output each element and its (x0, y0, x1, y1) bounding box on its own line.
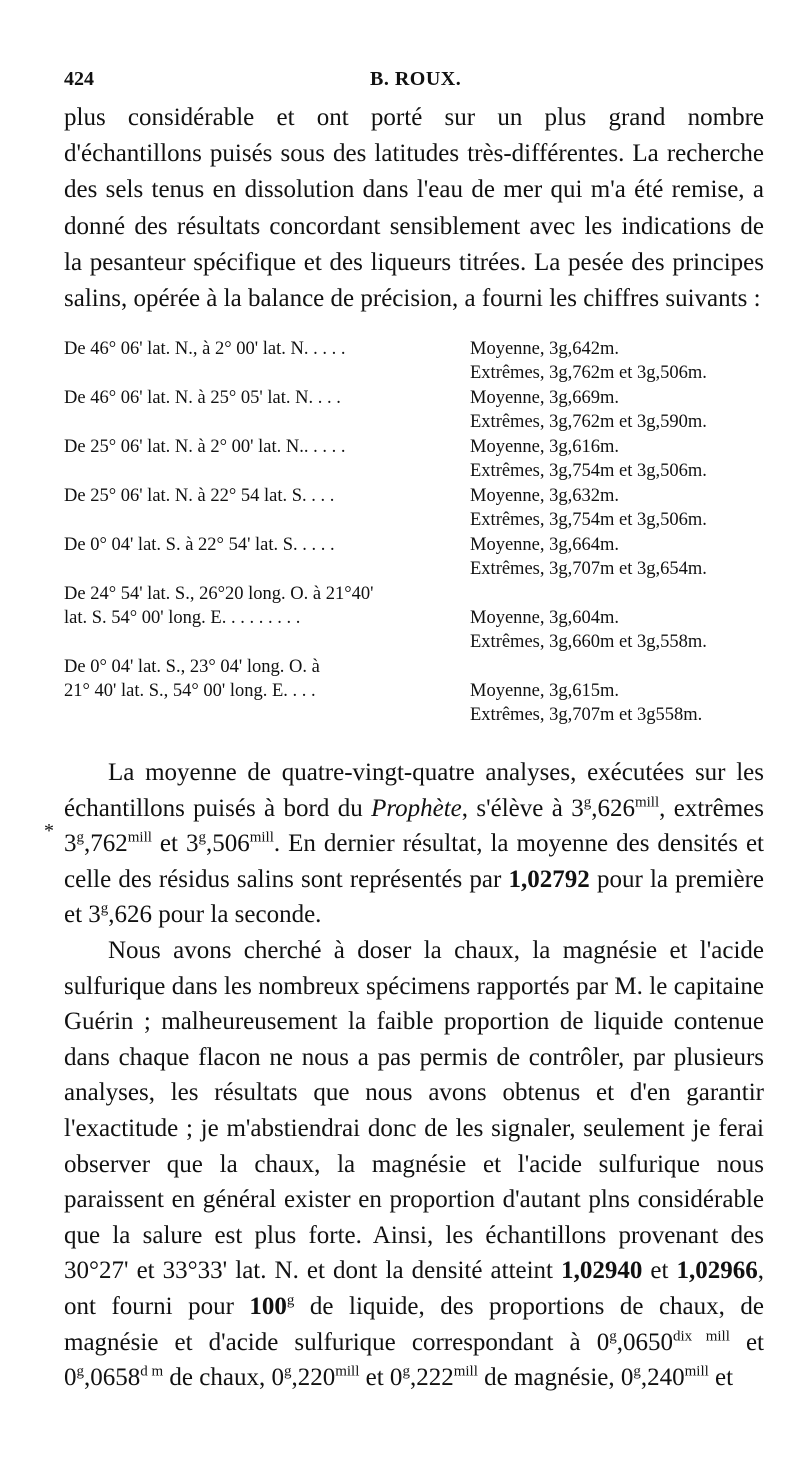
row-average: Moyenne, 3g,664m. (470, 535, 620, 555)
unit-sup: mill (453, 1363, 478, 1380)
table-row (64, 386, 768, 434)
text-run: Nous avons cherché à doser la chaux, la magnésie et l'acide sulfurique dans les nombreux spécimens rapportés par M. le capitaine Guérin ; malheureusement la faible proportion de liquide contenue dans chaque flacon ne nous a pas permis de contrôler, par plusieurs analyses, les résultats que nous avons obtenus et d'en garantir l'exactitude ; je m'abstiendrai donc de les signaler, seulement je ferai observer que la chaux, la magnésie et l'acide sulfurique nous paraissent en général exister en proportion d'autant plns considérable que la salure est plus forte. Ainsi, les échantillons provenant des 30°27' et 33°33' lat. N. et dont la densité atteint (64, 936, 764, 1285)
text-run: , s'élève à 3 (461, 794, 584, 822)
row-extremes: Extrêmes, 3g,707m et 3g,654m. (470, 559, 707, 579)
row-extremes: Extrêmes, 3g,762m et 3g,590m. (470, 412, 707, 432)
row-average: Moyenne, 3g,642m. (470, 339, 620, 359)
density-value: 1,02940 (561, 1257, 643, 1285)
unit-sup: g (583, 794, 592, 811)
row-location-line: De 24° 54' lat. S., 26°20 long. O. à 21°40' (64, 584, 374, 604)
unit-sup: mill (634, 794, 660, 811)
text-run: ,762 (84, 830, 128, 858)
unit-sup: mill (335, 1363, 360, 1380)
unit-sup: g (76, 1363, 84, 1380)
row-location-line: 21° 40' lat. S., 54° 00' long. E. . . . (64, 681, 316, 701)
text-run: ,0650 (616, 1328, 673, 1356)
table-row (64, 435, 768, 483)
paragraph-chemical-analysis (64, 933, 764, 1396)
unit-sup: g (609, 1328, 617, 1345)
row-location-line: De 0° 04' lat. S., 23° 04' long. O. à (64, 657, 320, 677)
unit-sup: d m (140, 1363, 164, 1380)
text-run: de liquide, des proportions de chaux, de magnésie et d'acide sulfurique correspondant à 0 (64, 1292, 764, 1356)
text-run: et (708, 1364, 734, 1392)
row-location-line: lat. S. 54° 00' long. E. . . . . . . . . (64, 608, 301, 628)
text-run: pour la première et 3 (64, 865, 764, 929)
text-run: , ont fourni pour (64, 1257, 765, 1320)
text-run: La moyenne de quatre-vingt-quatre analyses, exécutées sur les échantillons puisés à bord du (64, 759, 764, 822)
unit-sup: dix mill (672, 1328, 730, 1345)
quantity-value: 100 (249, 1292, 287, 1320)
row-location: De 46° 06' lat. N. à 25° 05' lat. N. . . . (64, 388, 341, 408)
text-run: et 0 (359, 1364, 403, 1392)
table-row (64, 533, 768, 581)
density-value: 1,02792 (508, 865, 590, 893)
margin-mark: * (44, 820, 54, 842)
table-row (64, 655, 768, 727)
text-run: et 0 (64, 1328, 764, 1392)
text-run: et (642, 1257, 677, 1285)
page-number: 424 (64, 68, 94, 90)
ship-name: Prophète (371, 794, 462, 822)
text-run: et 3 (151, 830, 199, 858)
text-run: . En dernier résultat, la moyenne des densités et celle des résidus salins sont représentés par (64, 830, 765, 893)
table-row (64, 337, 768, 385)
text-run: ,626 pour la seconde. (108, 901, 322, 929)
row-location: De 46° 06' lat. N., à 2° 00' lat. N. . . . . (64, 339, 346, 359)
text-run: ,222 (409, 1364, 454, 1392)
unit-sup: g (286, 1292, 295, 1309)
row-average: Moyenne, 3g,615m. (470, 681, 620, 701)
running-author: B. ROUX. (370, 68, 462, 90)
row-extremes: Extrêmes, 3g,754m et 3g,506m. (470, 510, 707, 530)
body-text (64, 755, 764, 1396)
row-location: De 0° 04' lat. S. à 22° 54' lat. S. . . . . (64, 535, 335, 555)
text-run: , extrêmes 3 (64, 794, 764, 858)
paragraph-average-results (64, 755, 764, 933)
row-average: Moyenne, 3g,604m. (470, 608, 620, 628)
text-run: ,506 (205, 830, 250, 858)
unit-sup: mill (127, 829, 152, 846)
table-row (64, 582, 768, 654)
salinity-table (64, 337, 768, 728)
row-extremes: Extrêmes, 3g,762m et 3g,506m. (470, 363, 707, 383)
text-run: ,626 (591, 794, 635, 822)
unit-sup: g (198, 829, 206, 846)
row-location: De 25° 06' lat. N. à 22° 54 lat. S. . . . (64, 486, 335, 506)
row-extremes: Extrêmes, 3g,707m et 3g558m. (470, 705, 703, 725)
text-run: ,220 (291, 1364, 336, 1392)
row-extremes: Extrêmes, 3g,660m et 3g,558m. (470, 632, 707, 652)
text-run: ,0658 (84, 1364, 141, 1392)
row-extremes: Extrêmes, 3g,754m et 3g,506m. (470, 461, 707, 481)
unit-sup: g (76, 829, 84, 846)
row-average: Moyenne, 3g,632m. (470, 486, 620, 506)
unit-sup: g (633, 1363, 641, 1380)
text-run: de magnésie, 0 (477, 1364, 634, 1392)
running-head (64, 68, 764, 96)
unit-sup: g (283, 1363, 292, 1380)
unit-sup: mill (249, 829, 274, 846)
table-row (64, 484, 768, 532)
unit-sup: mill (684, 1363, 709, 1380)
row-average: Moyenne, 3g,616m. (470, 437, 620, 457)
unit-sup: g (100, 901, 109, 918)
row-average: Moyenne, 3g,669m. (470, 388, 620, 408)
density-value: 1,02966 (676, 1257, 758, 1285)
text-run: de chaux, 0 (163, 1364, 284, 1392)
text-run: ,240 (640, 1364, 685, 1392)
row-location: De 25° 06' lat. N. à 2° 00' lat. N.. . . . . (64, 437, 346, 457)
unit-sup: g (402, 1363, 410, 1380)
intro-paragraph: plus considérable et ont porté sur un plus grand nombre d'échantillons puisés sous des latitudes très-différentes. La recherche des sels tenus en dissolution dans l'eau de mer qui m'a été remise, a donné des résultats concordant sensiblement avec les indications de la pesanteur spécifique et des liqueurs titrées. La pesée des principes salins, opérée à la balance de précision, a fourni les chiffres suivants : (64, 104, 764, 313)
